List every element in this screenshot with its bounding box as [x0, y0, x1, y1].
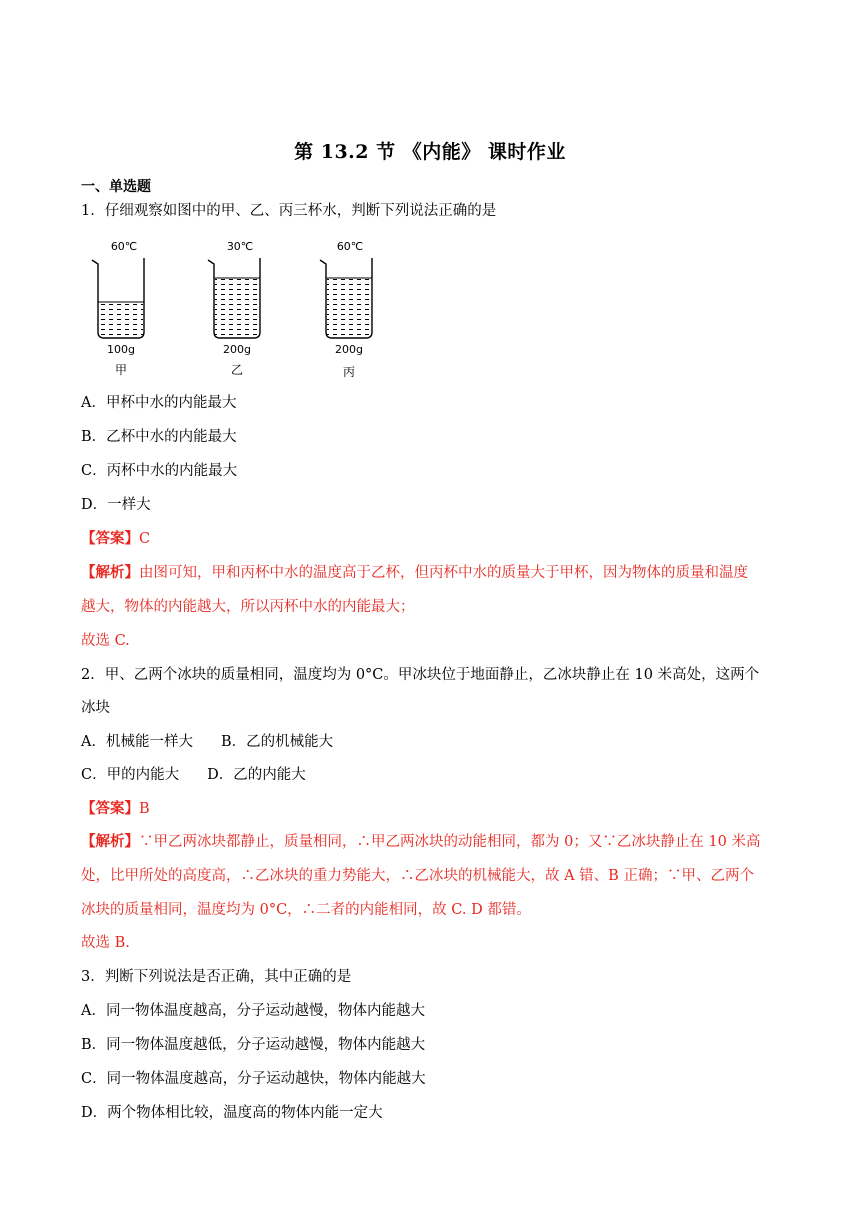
q1-conclusion: 故选 C.: [81, 633, 130, 649]
beaker-bing: [320, 240, 372, 379]
q2-analysis-line-1: [81, 832, 761, 852]
q2-stem-2: 冰块: [81, 700, 110, 716]
q3-option-d: D．两个物体相比较，温度高的物体内能一定大: [81, 1105, 383, 1121]
q2-option-d: D．乙的内能大: [207, 767, 306, 783]
beaker-bing-temp: 60℃: [336, 240, 364, 253]
q1-stem: 1．仔细观察如图中的甲、乙、丙三杯水，判断下列说法正确的是: [81, 203, 497, 219]
q2-analysis-text-1: ∵甲乙两冰块都静止，质量相同，∴甲乙两冰块的动能相同，都为 0；又∵乙冰块静止在 10 米高: [139, 834, 761, 850]
q2-option-b: B．乙的机械能大: [220, 734, 334, 750]
beaker-bing-mass: 200g: [335, 343, 363, 356]
beaker-jia-temp: 60℃: [110, 240, 138, 253]
q1-analysis-text-1: 由图可知，甲和丙杯中水的温度高于乙杯，但丙杯中水的质量大于甲杯，因为物体的质量和温度: [139, 565, 748, 581]
q1-option-d: D．一样大: [81, 497, 151, 513]
q1-answer: [81, 529, 150, 549]
beakers-figure: [84, 232, 384, 382]
q2-answer-value: B: [139, 801, 150, 817]
page-title: 第 13.2 节 《内能》 课时作业: [294, 141, 566, 163]
q3-option-c: C．同一物体温度越高，分子运动越快，物体内能越大: [81, 1071, 426, 1087]
q2-options-row-2: [81, 765, 306, 785]
beaker-yi-label: 乙: [230, 363, 244, 377]
q3-option-a: A．同一物体温度越高，分子运动越慢，物体内能越大: [81, 1003, 425, 1019]
beaker-jia: [92, 240, 144, 377]
q1-option-b: B．乙杯中水的内能最大: [81, 429, 237, 445]
beaker-yi-temp: 30℃: [226, 240, 254, 253]
section-heading: 一、单选题: [81, 179, 151, 195]
q1-analysis-line-2: 越大，物体的内能越大，所以丙杯中水的内能最大；: [81, 599, 415, 615]
beaker-yi-mass: 200g: [223, 343, 251, 356]
q1-analysis-line-1: [81, 563, 748, 583]
q2-conclusion: 故选 B.: [81, 935, 130, 951]
beaker-bing-label: 丙: [342, 365, 356, 379]
q2-option-a: A．机械能一样大: [81, 734, 193, 750]
beaker-jia-water: [99, 302, 143, 337]
beaker-jia-label: 甲: [114, 363, 128, 377]
beaker-yi: [208, 240, 260, 377]
q1-answer-tag: 【答案】: [81, 530, 139, 547]
beaker-bing-water: [327, 278, 371, 337]
q1-analysis-tag: 【解析】: [81, 564, 139, 581]
q2-analysis-line-2: 处，比甲所处的高度高，∴乙冰块的重力势能大，∴乙冰块的机械能大，故 A 错、B 正确；∵甲、乙两个: [81, 868, 754, 884]
q2-stem-1: 2．甲、乙两个冰块的质量相同，温度均为 0°C。甲冰块位于地面静止，乙冰块静止在 10 米高处，这两个: [81, 667, 760, 683]
q2-analysis-line-3: 冰块的质量相同，温度均为 0°C，∴二者的内能相同，故 C. D 都错。: [81, 902, 531, 918]
beaker-jia-mass: 100g: [107, 343, 135, 356]
q2-answer-tag: 【答案】: [81, 800, 139, 817]
q1-option-a: A．甲杯中水的内能最大: [81, 395, 237, 411]
q2-options-row-1: [81, 732, 333, 752]
q1-option-c: C．丙杯中水的内能最大: [81, 463, 238, 479]
q2-analysis-tag: 【解析】: [81, 833, 139, 850]
beaker-yi-water: [215, 278, 259, 337]
q3-stem: 3．判断下列说法是否正确，其中正确的是: [81, 969, 352, 985]
q3-option-b: B．同一物体温度越低，分子运动越慢，物体内能越大: [81, 1037, 426, 1053]
q2-answer: [81, 799, 150, 819]
q2-option-c: C．甲的内能大: [81, 767, 180, 783]
q1-answer-value: C: [139, 531, 151, 547]
